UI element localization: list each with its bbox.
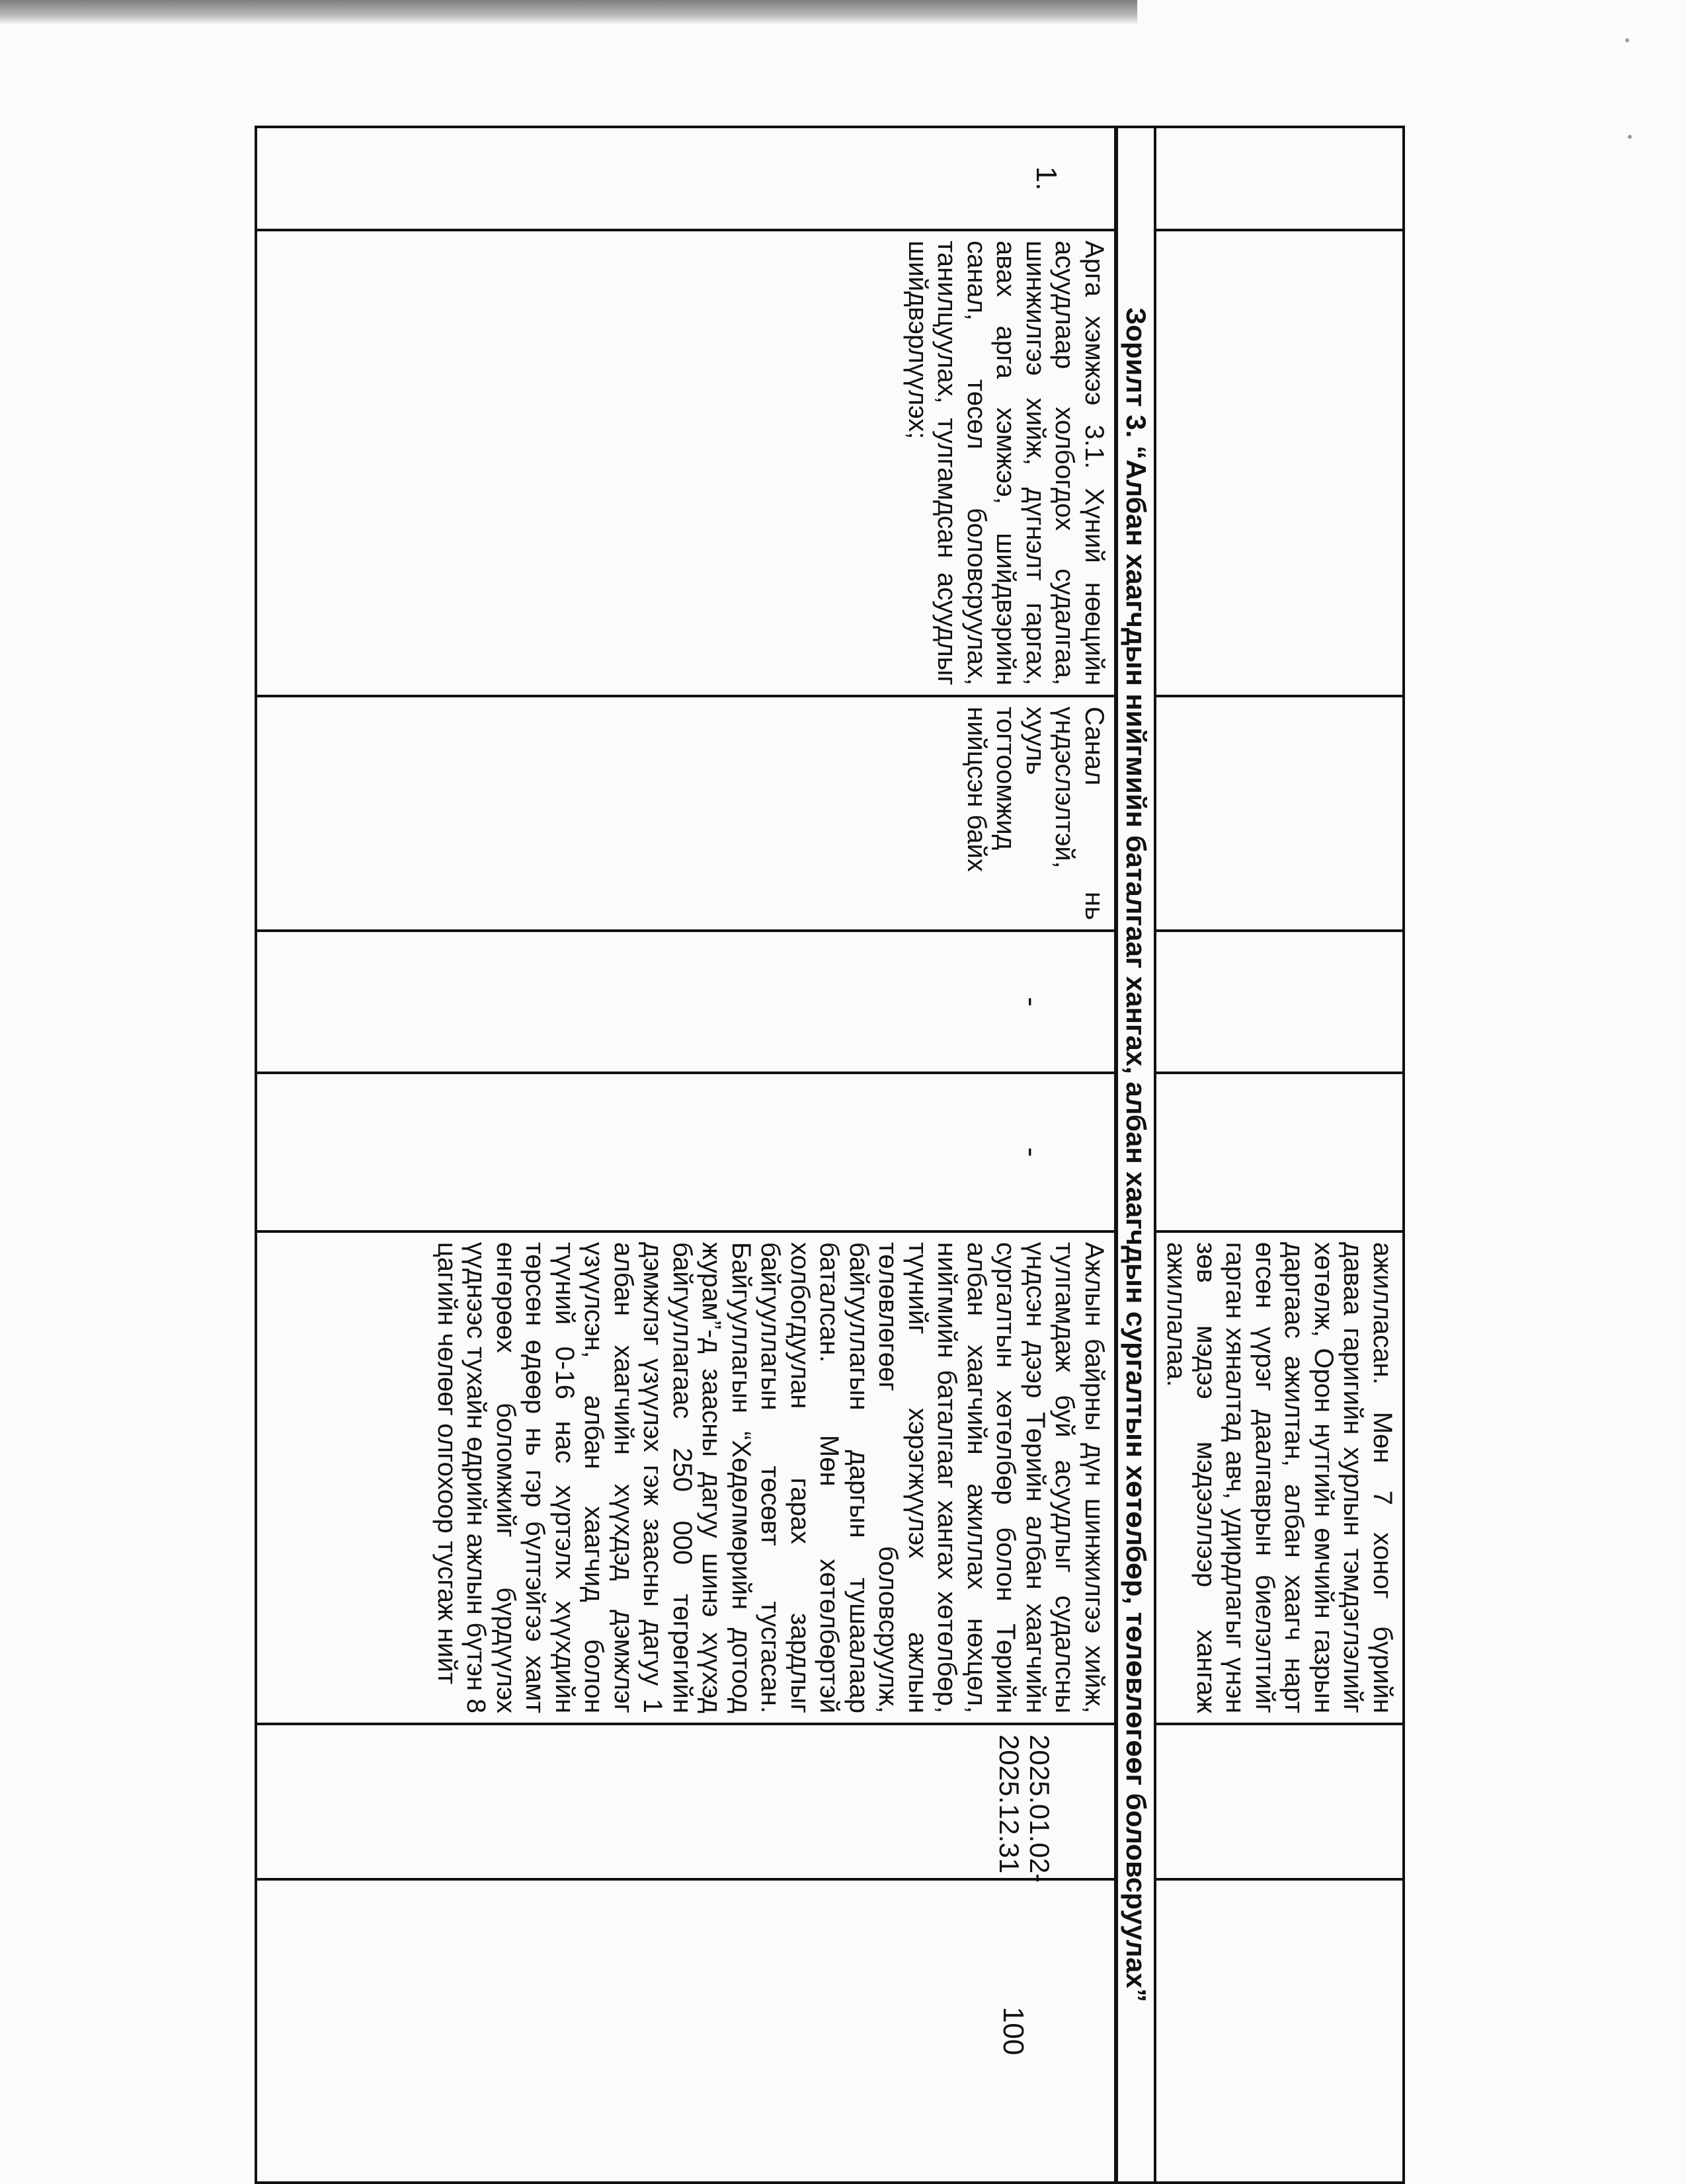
scan-top-edge [0,0,1137,25]
measure-description: Арга хэмжээ 3.1. Хүний нөөцийн асуудлаар холбогдох судалгаа, шинжилгээ хийж, дүгнэлт гаргах, авах арга хэмжээ, шийдвэрийн санал, төсөл боловсруулах, танилцуулах, тулгамдсан асуудлыг шийдвэрлүүлэх; [256,230,1116,696]
column-5-value: - [256,1073,1116,1231]
cell-criteria [1155,696,1404,931]
goal-heading-row [1116,127,1155,2183]
cell-col4 [1155,931,1404,1073]
implementation-period: 2025.01.02-2025.12.31 [256,1724,1116,1879]
measure-row [256,127,1116,2183]
goal-heading: Зорилт 3. “Албан хаагчдын нийгмийн баталгааг хангах, албан хаагчдын сургалтын хөтөлбөр, төлөвлөгөөг боловсруулах” [1116,127,1155,2183]
rotated-page-content [255,126,1405,2181]
cell-measure [1155,230,1404,696]
row-number: 1. [256,127,1116,230]
column-4-value: - [256,931,1116,1073]
scan-speck [1625,38,1629,42]
scan-speck [1628,135,1632,139]
continued-row [1155,127,1404,2183]
success-criteria: Санал нь үндэслэлтэй, хууль тогтоомжид нийцсэн байх [256,696,1116,931]
cell-report-continued: ажилласан. Мөн 7 хоног бүрийн даваа гаригийн хурлын тэмдэглэлийг хөтөлж, Орон нутгийн өмчийн газрын даргаас ажилтан, албан хаагч нарт өгсөн үүрэг даалгаврын биелэлтийг гарган хяналтад авч, удирдлагыг үнэн зөв мэдээ мэдээллээр хангаж ажиллалаа. [1155,1231,1404,1724]
cell-col5 [1155,1073,1404,1231]
cell-number [1155,127,1404,230]
implementation-report: Ажлын байрны дүн шинжилгээ хийж, тулгамдаж буй асуудлыг судалсны үндсэн дээр Төрийн албан хаагчийн сургалтын хөтөлбөр болон Төрийн албан хаагчийн ажиллах нөхцөл, нийгмийн баталгааг хангах хөтөлбөр, түүнийг хэрэгжүүлэх ажлын төлөвлөгөөг боловсруулж, байгууллагын даргын тушаалаар баталсан. Мөн хөтөлбөртэй холбогдуулан гарах зардлыг байгууллагын төсөвт тусгасан. Байгууллагын “Хөдөлмөрийн дотоод журам”-д заасны дагуу шинэ хүүхэд байгууллагаас 250 000 төгрөгийн дэмжлэг үзүүлэх гэж заасны дагуу 1 албан хаагчийн хүүхдэд дэмжлэг үзүүлсэн, албан хаагчид болон түүний 0-16 нас хүртэлх хүүхдийн төрсөн өдөөр нь гэр бүлтэйгээ хамт өнгөрөөх боломжийг бүрдүүлэх үүднээс тухайн өдрийн ажлын бүтэн 8 цагийн чөлөөг олгохоор тусгаж нийт [256,1231,1116,1724]
cell-percent [1155,1879,1404,2183]
action-plan-report-table [255,126,1405,2184]
completion-percent: 100 [256,1879,1116,2183]
cell-date [1155,1724,1404,1879]
